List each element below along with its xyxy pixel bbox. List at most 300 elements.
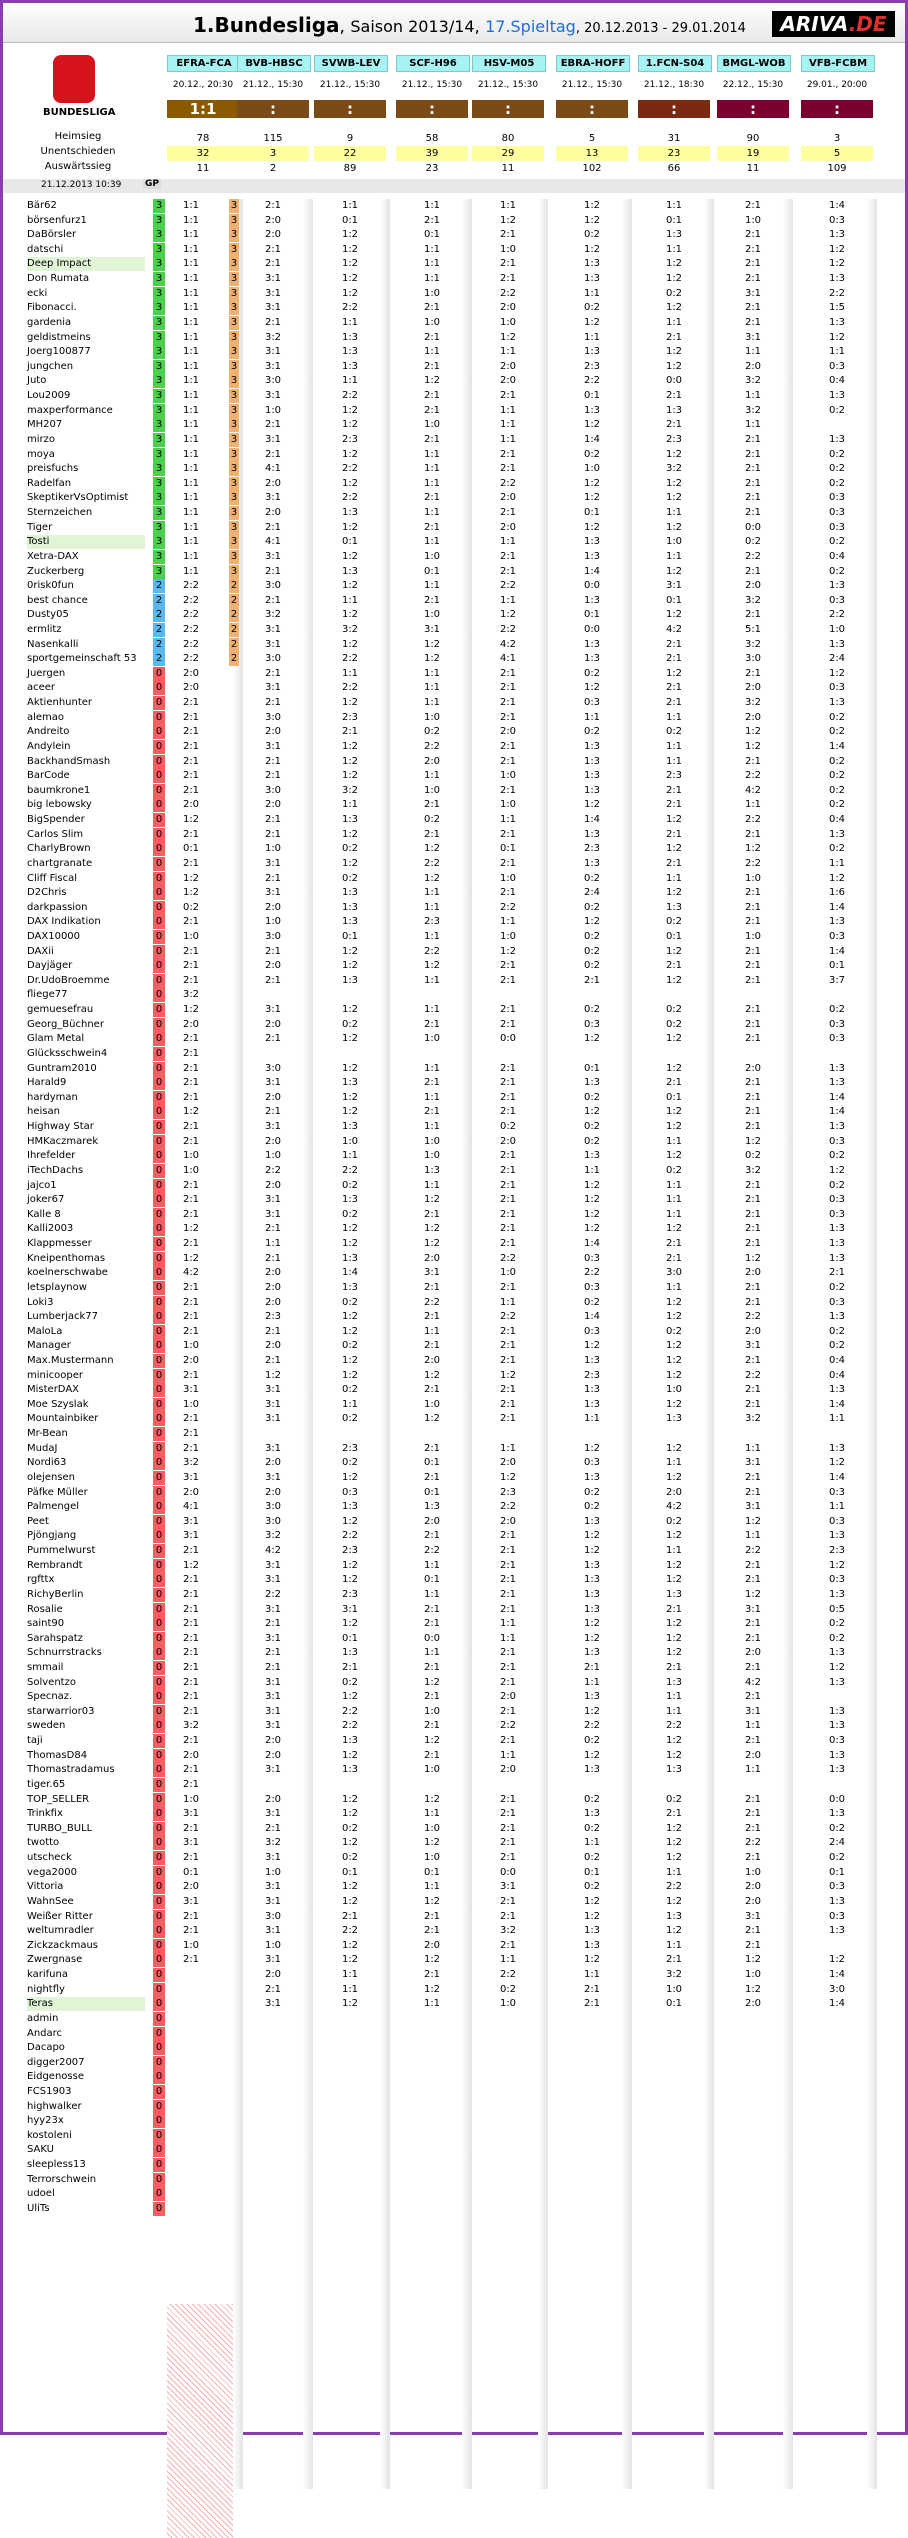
player-name[interactable]: Teras — [27, 1997, 145, 2011]
tip-cell: 0:2 — [828, 477, 846, 489]
match-pair[interactable]: EFRA-FCA — [167, 55, 241, 72]
tip-cell: 1:2 — [341, 1106, 359, 1118]
tip-cell: 2:1 — [665, 1603, 683, 1615]
tip-cell: 1:0 — [423, 784, 441, 796]
tip-cell: 1:3 — [828, 1895, 846, 1907]
season-label: Saison 2013/14, — [350, 17, 480, 36]
player-name[interactable]: Don Rumata — [27, 273, 90, 285]
player-name[interactable]: Dusty05 — [27, 609, 69, 621]
gp-value: 0 — [153, 974, 165, 988]
tip-cell: 2:1 — [744, 828, 762, 840]
player-name[interactable]: minicooper — [27, 1369, 83, 1381]
tip-cell: 0:2 — [665, 1004, 683, 1016]
player-name[interactable]: börsenfurz1 — [27, 214, 87, 226]
player-name[interactable]: Peet — [27, 1515, 49, 1527]
player-name[interactable]: Andylein — [27, 740, 71, 752]
player-name[interactable]: fliege77 — [27, 989, 68, 1001]
tip-cell: 2:1 — [744, 1018, 762, 1030]
matchday-link[interactable]: 17.Spieltag — [485, 17, 576, 36]
player-name[interactable]: D2Chris — [27, 887, 67, 899]
tip-cell: 2:1 — [264, 755, 282, 767]
tip-cell: 0:2 — [828, 536, 846, 548]
draw-count: 13 — [556, 146, 628, 161]
gp-value: 0 — [153, 2173, 165, 2187]
tip-cell: 2:1 — [499, 1852, 517, 1864]
player-name[interactable]: tiger.65 — [27, 1778, 66, 1790]
tip-cell: 1:1 — [499, 916, 517, 928]
player-name[interactable]: Dr.UdoBroemme — [27, 974, 110, 986]
player-name[interactable]: Tiger — [27, 521, 53, 533]
player-name[interactable]: SkeptikerVsOptimist — [27, 492, 129, 504]
player-name[interactable]: Rosalie — [27, 1603, 63, 1615]
tip-cell: 1:2 — [341, 1881, 359, 1893]
tip-cell: 2:1 — [423, 1969, 441, 1981]
tip-cell: 1:3 — [583, 258, 601, 270]
player-name[interactable]: Harald9 — [27, 1077, 67, 1089]
tip-cell: 0:2 — [583, 945, 601, 957]
player-name[interactable]: gardenia — [27, 316, 72, 328]
player-name[interactable]: moya — [27, 448, 55, 460]
tip-cell: 0:3 — [583, 1457, 601, 1469]
tip-cell: 2:0 — [499, 1457, 517, 1469]
brand-ariva: ARIVA — [780, 12, 849, 36]
tip-cell: 3:2 — [264, 1530, 282, 1542]
player-name[interactable]: Eidgenosse — [27, 2071, 84, 2083]
player-name[interactable]: Schnurrstracks — [27, 1647, 102, 1659]
tip-first: 2:1 — [182, 1822, 200, 1834]
tip-cell: 2:0 — [744, 1647, 762, 1659]
tip-cell: 2:1 — [499, 1018, 517, 1030]
player-name[interactable]: BigSpender — [27, 814, 85, 826]
tip-first: 1:0 — [182, 1340, 200, 1352]
tip-cell: 4:2 — [665, 1501, 683, 1513]
player-name[interactable]: Mountainbiker — [27, 1413, 99, 1425]
player-name[interactable]: koelnerschwabe — [27, 1267, 108, 1279]
match-pair[interactable]: VFB-FCBM — [801, 55, 875, 72]
tip-cell: 2:1 — [264, 945, 282, 957]
player-name[interactable]: gemuesefrau — [27, 1004, 94, 1016]
tip-cell: 1:2 — [341, 1091, 359, 1103]
tip-cell: 2:0 — [744, 360, 762, 372]
match-pair[interactable]: BMGL-WOB — [717, 55, 791, 72]
player-name[interactable]: weltumradler — [27, 1925, 94, 1937]
points-value: 3 — [230, 536, 238, 548]
tip-cell: 3:1 — [665, 580, 683, 592]
player-name[interactable]: baumkrone1 — [27, 784, 91, 796]
tip-cell: 1:2 — [665, 1837, 683, 1849]
player-name[interactable]: mirzo — [27, 433, 55, 445]
player-name[interactable]: DAX10000 — [27, 931, 81, 942]
match-pair[interactable]: 1.FCN-S04 — [638, 55, 712, 72]
tip-cell: 1:0 — [744, 214, 762, 226]
player-name[interactable]: Lou2009 — [27, 390, 71, 402]
gp-value: 0 — [153, 1617, 165, 1631]
tip-cell: 3:1 — [264, 1764, 282, 1776]
player-name[interactable]: Klappmesser — [27, 1238, 92, 1250]
tip-cell: 1:2 — [665, 1632, 683, 1644]
player-name[interactable]: BackhandSmash — [27, 755, 111, 767]
gp-value: 3 — [153, 243, 165, 257]
tip-cell: 2:1 — [744, 1208, 762, 1220]
player-name[interactable]: Zickzackmaus — [27, 1939, 99, 1951]
tip-cell: 2:0 — [264, 1018, 282, 1030]
tip-first: 2:0 — [182, 1354, 200, 1366]
player-name[interactable]: Päfke Müller — [27, 1486, 88, 1498]
tip-cell: 1:2 — [341, 273, 359, 285]
tip-cell: 3:1 — [264, 1559, 282, 1571]
player-name[interactable]: Sarahspatz — [27, 1632, 83, 1644]
player-name[interactable]: Nordi63 — [27, 1457, 67, 1469]
player-name[interactable]: Carlos Slim — [27, 828, 84, 840]
tip-cell: 1:2 — [665, 1559, 683, 1571]
player-name[interactable]: SAKU — [27, 2144, 54, 2156]
player-name[interactable]: Tosti — [27, 535, 145, 549]
player-name[interactable]: WahnSee — [27, 1895, 74, 1907]
tip-first: 2:1 — [182, 1662, 200, 1673]
player-name[interactable]: Manager — [27, 1340, 71, 1352]
tip-cell: 2:3 — [583, 1369, 601, 1381]
player-name[interactable]: Kalli2003 — [27, 1223, 74, 1235]
tip-first: 2:1 — [182, 1238, 200, 1250]
tip-cell: 3:2 — [499, 1925, 517, 1937]
player-name[interactable]: 0risk0fun — [27, 580, 74, 592]
points-value: 3 — [230, 477, 238, 489]
player-name[interactable]: Fibonacci. — [27, 302, 77, 314]
gp-value: 0 — [153, 1120, 165, 1134]
tip-cell: 0:3 — [583, 697, 601, 709]
tip-first: 1:1 — [182, 463, 200, 475]
player-name[interactable]: preisfuchs — [27, 463, 79, 475]
player-name[interactable]: Andarc — [27, 2027, 63, 2039]
tip-cell: 0:2 — [341, 1384, 359, 1396]
tip-cell: 1:2 — [665, 1398, 683, 1410]
tip-cell: 1:0 — [423, 1852, 441, 1864]
gp-value: 2 — [153, 579, 165, 593]
player-name[interactable]: MisterDAX — [27, 1384, 80, 1396]
player-name[interactable]: olejensen — [27, 1471, 76, 1483]
tip-cell: 1:2 — [341, 229, 359, 241]
tip-cell: 2:0 — [264, 1281, 282, 1293]
player-name[interactable]: Deep Impact — [27, 257, 145, 271]
points-value: 3 — [230, 200, 238, 211]
player-name[interactable]: Specnaz. — [27, 1691, 73, 1703]
player-name[interactable]: geldistmeins — [27, 331, 91, 343]
player-name[interactable]: Weißer Ritter — [27, 1910, 93, 1922]
player-name[interactable]: Bär62 — [27, 200, 57, 211]
tip-cell: 2:1 — [423, 331, 441, 343]
player-name[interactable]: iTechDachs — [27, 1164, 84, 1176]
player-name[interactable]: jajco1 — [27, 1179, 57, 1191]
tip-cell: 1:3 — [828, 828, 846, 840]
tip-cell: 0:4 — [828, 1369, 846, 1381]
tip-cell: 0:2 — [583, 960, 601, 972]
player-name[interactable]: big lebowsky — [27, 799, 92, 811]
player-name[interactable]: udoel — [27, 2188, 55, 2200]
player-name[interactable]: chartgranate — [27, 857, 93, 869]
tip-cell: 3:0 — [665, 1267, 683, 1279]
player-name[interactable]: maxperformance — [27, 404, 113, 416]
points-value: 3 — [230, 404, 238, 416]
home-count: 90 — [746, 133, 760, 144]
tip-cell: 1:2 — [665, 1530, 683, 1542]
tip-cell: 1:2 — [423, 1793, 441, 1805]
tip-cell: 1:2 — [665, 1121, 683, 1133]
tip-cell: 2:2 — [499, 1969, 517, 1981]
player-name[interactable]: Ihrefelder — [27, 1150, 76, 1162]
player-name[interactable]: Xetra-DAX — [27, 550, 79, 562]
player-name[interactable]: Moe Szyslak — [27, 1398, 89, 1410]
player-name[interactable]: vega2000 — [27, 1866, 77, 1878]
player-name[interactable]: HMKaczmarek — [27, 1135, 99, 1147]
points-value: 3 — [230, 390, 238, 402]
player-name[interactable]: Juto — [27, 375, 47, 387]
tip-cell: 2:1 — [499, 1545, 517, 1557]
player-name[interactable]: smmail — [27, 1662, 64, 1673]
player-name[interactable]: CharlyBrown — [27, 843, 91, 855]
tip-cell: 2:1 — [423, 404, 441, 416]
player-name[interactable]: Palmengel — [27, 1501, 79, 1513]
player-name[interactable]: RichyBerlin — [27, 1588, 84, 1600]
home-count: 3 — [833, 133, 841, 144]
player-name[interactable]: karifuna — [27, 1969, 68, 1981]
tip-cell: 1:5 — [828, 302, 846, 314]
tip-cell: 1:2 — [583, 316, 601, 328]
player-name[interactable]: DAX Indikation — [27, 916, 101, 928]
player-name[interactable]: hardyman — [27, 1091, 78, 1103]
tip-first: 2:1 — [182, 1281, 200, 1293]
player-name[interactable]: hyy23x — [27, 2115, 64, 2127]
tip-first: 2:1 — [182, 1311, 200, 1323]
tip-cell: 0:2 — [583, 302, 601, 314]
match-pair[interactable]: EBRA-HOFF — [556, 55, 630, 72]
tip-cell: 2:2 — [499, 1720, 517, 1732]
tip-cell: 0:3 — [583, 1325, 601, 1337]
player-name[interactable]: Aktienhunter — [27, 697, 93, 709]
tip-cell: 2:1 — [499, 1676, 517, 1688]
player-name[interactable]: ermlitz — [27, 623, 62, 635]
player-name[interactable]: ThomasD84 — [27, 1749, 88, 1761]
player-name[interactable]: Pjöngjang — [27, 1530, 77, 1542]
tip-cell: 3:2 — [744, 1413, 762, 1425]
player-name[interactable]: Vittoria — [27, 1881, 64, 1893]
tip-cell: 0:0 — [828, 1793, 846, 1805]
match-result: : — [237, 100, 309, 118]
player-name[interactable]: Joerg100877 — [27, 346, 91, 358]
player-name[interactable]: highwalker — [27, 2100, 82, 2112]
tip-cell: 2:1 — [665, 784, 683, 796]
tip-first: 2:1 — [182, 974, 200, 986]
player-name[interactable]: DaBörsler — [27, 229, 77, 241]
player-name[interactable]: Zuckerberg — [27, 565, 85, 577]
gp-value: 3 — [153, 521, 165, 535]
match-pair[interactable]: BVB-HBSC — [237, 55, 311, 72]
tip-cell: 0:1 — [583, 507, 601, 519]
player-name[interactable]: MH207 — [27, 419, 63, 431]
tip-first: 2:2 — [182, 580, 200, 592]
tip-cell: 1:1 — [499, 1749, 517, 1761]
gp-value: 0 — [153, 1793, 165, 1807]
tip-cell: 1:2 — [341, 740, 359, 752]
tip-cell: 0:3 — [583, 1018, 601, 1030]
tip-cell: 2:1 — [264, 1325, 282, 1337]
player-name[interactable]: sleepless13 — [27, 2159, 86, 2171]
player-name[interactable]: FCS1903 — [27, 2085, 72, 2097]
tip-cell: 2:1 — [423, 1749, 441, 1761]
player-name[interactable]: starwarrior03 — [27, 1705, 95, 1717]
match-pair[interactable]: SCF-H96 — [396, 55, 470, 72]
tip-first: 1:1 — [182, 243, 200, 255]
player-name[interactable]: Sternzeichen — [27, 507, 93, 519]
tip-cell: 1:3 — [828, 1077, 846, 1089]
player-name[interactable]: Loki3 — [27, 1296, 54, 1308]
tip-cell: 2:0 — [423, 1354, 441, 1366]
gp-value: 0 — [153, 1822, 165, 1836]
points-value: 3 — [230, 492, 238, 504]
tip-cell: 2:1 — [423, 433, 441, 445]
player-name[interactable]: Cliff Fiscal — [27, 872, 78, 884]
tip-cell: 0:2 — [665, 287, 683, 299]
tip-cell: 3:1 — [264, 857, 282, 869]
tip-cell: 1:4 — [828, 1091, 846, 1103]
tip-cell: 1:1 — [499, 1442, 517, 1454]
tip-cell: 3:1 — [744, 1340, 762, 1352]
tip-cell: 0:2 — [828, 1852, 846, 1864]
player-name[interactable]: MaloLa — [27, 1325, 63, 1337]
player-name[interactable]: kostoleni — [27, 2129, 72, 2141]
ariva-logo[interactable] — [772, 11, 895, 37]
column-shade — [867, 199, 877, 2489]
stat-label: Auswärtssieg — [44, 161, 112, 172]
player-name[interactable]: DAXii — [27, 945, 54, 957]
away-count: 11 — [746, 163, 760, 174]
bundesliga-logo-icon — [53, 55, 95, 103]
tip-cell: 2:0 — [264, 1969, 282, 1981]
player-name[interactable]: heisan — [27, 1106, 60, 1118]
tip-first: 2:1 — [182, 1647, 200, 1659]
tip-cell: 1:3 — [665, 1910, 683, 1922]
player-name[interactable]: Georg_Büchner — [27, 1018, 104, 1030]
player-name[interactable]: ecki — [27, 287, 48, 299]
tip-cell: 3:1 — [744, 331, 762, 343]
player-name[interactable]: Andreito — [27, 726, 70, 738]
player-name[interactable]: Mr-Bean — [27, 1428, 68, 1440]
player-name[interactable]: TOP_SELLER — [27, 1793, 90, 1805]
player-name[interactable]: Zwergnase — [27, 1954, 83, 1966]
tip-cell: 1:2 — [665, 1369, 683, 1381]
tip-first: 1:1 — [182, 419, 200, 431]
tip-cell: 1:1 — [744, 346, 762, 358]
tip-cell: 3:1 — [264, 1004, 282, 1016]
match-pair[interactable]: SVWB-LEV — [314, 55, 388, 72]
player-name[interactable]: Rembrandt — [27, 1559, 83, 1571]
player-name[interactable]: Dayjäger — [27, 960, 73, 972]
player-name[interactable]: TURBO_BULL — [27, 1822, 93, 1834]
tip-cell: 2:1 — [744, 1238, 762, 1250]
player-name[interactable]: sportgemeinschaft 53 — [27, 653, 137, 665]
tip-cell: 4:2 — [264, 1545, 282, 1557]
tip-cell: 1:0 — [744, 872, 762, 884]
player-name[interactable]: MudaJ — [27, 1442, 58, 1454]
player-name[interactable]: letsplaynow — [27, 1281, 87, 1293]
player-name[interactable]: Max.Mustermann — [27, 1354, 114, 1366]
tip-cell: 1:2 — [341, 1238, 359, 1250]
player-name[interactable]: Glam Metal — [27, 1033, 85, 1045]
tip-first: 2:1 — [182, 1545, 200, 1557]
player-name[interactable]: Kalle 8 — [27, 1208, 61, 1220]
tip-cell: 3:1 — [264, 1676, 282, 1688]
player-name[interactable]: best chance — [27, 594, 88, 606]
tip-first: 3:2 — [182, 1457, 200, 1469]
match-result: : — [801, 100, 873, 118]
player-name[interactable]: Juergen — [27, 667, 66, 679]
player-name[interactable]: Dacapo — [27, 2042, 65, 2054]
player-name[interactable]: Thomastradamus — [27, 1764, 115, 1776]
match-pair[interactable]: HSV-M05 — [472, 55, 546, 72]
tip-cell: 2:0 — [264, 726, 282, 738]
player-name[interactable]: rgfttx — [27, 1574, 55, 1586]
player-name[interactable]: digger2007 — [27, 2056, 85, 2068]
tip-cell: 3:0 — [264, 375, 282, 387]
player-name[interactable]: darkpassion — [27, 901, 88, 913]
player-name[interactable]: Nasenkalli — [27, 638, 79, 650]
player-name[interactable]: twotto — [27, 1837, 60, 1849]
player-name[interactable]: utscheck — [27, 1852, 72, 1864]
tip-cell: 2:1 — [423, 302, 441, 314]
tip-cell: 2:1 — [499, 1384, 517, 1396]
tip-cell: 1:3 — [583, 1939, 601, 1951]
tip-cell: 1:0 — [264, 404, 282, 416]
player-name[interactable]: aceer — [27, 682, 56, 694]
tip-cell: 1:1 — [665, 1866, 683, 1878]
player-name[interactable]: Pummelwurst — [27, 1545, 96, 1557]
player-name[interactable]: admin — [27, 2012, 59, 2024]
player-name[interactable]: Guntram2010 — [27, 1062, 97, 1074]
tip-cell: 2:2 — [583, 375, 601, 387]
player-name[interactable]: nightfly — [27, 1983, 65, 1995]
player-name[interactable]: sweden — [27, 1720, 66, 1732]
player-name[interactable]: BarCode — [27, 770, 70, 782]
player-name[interactable]: Terrorschwein — [27, 2173, 97, 2185]
player-name[interactable]: Radelfan — [27, 477, 72, 489]
tip-cell: 1:2 — [583, 1442, 601, 1454]
player-name[interactable]: datschi — [27, 243, 64, 255]
tip-cell: 1:0 — [423, 711, 441, 723]
points-value: 3 — [230, 302, 238, 314]
player-name[interactable]: jungchen — [27, 360, 74, 372]
tip-cell: 2:1 — [264, 1822, 282, 1834]
tip-first: 2:1 — [182, 770, 200, 782]
player-name[interactable]: alemao — [27, 711, 65, 723]
tip-cell: 1:1 — [583, 331, 601, 343]
player-name[interactable]: Trinkfix — [27, 1808, 63, 1820]
player-name[interactable]: joker67 — [27, 1194, 65, 1206]
tip-cell: 0:2 — [499, 1121, 517, 1133]
tip-cell: 0:3 — [828, 1194, 846, 1206]
player-name[interactable]: Solventzo — [27, 1676, 76, 1688]
tip-cell: 3:1 — [264, 302, 282, 314]
player-name[interactable]: saint90 — [27, 1618, 65, 1630]
player-name[interactable]: Kneipenthomas — [27, 1252, 106, 1264]
player-name[interactable]: Glücksschwein4 — [27, 1047, 108, 1059]
tip-first: 1:1 — [182, 536, 200, 548]
player-name[interactable]: Highway Star — [27, 1121, 94, 1133]
player-name[interactable]: UliTs — [27, 2202, 50, 2214]
player-name[interactable]: taji — [27, 1735, 43, 1747]
tip-cell: 2:0 — [499, 302, 517, 314]
tip-cell: 2:1 — [583, 1998, 601, 2010]
player-name[interactable]: Lumberjack77 — [27, 1311, 99, 1323]
tip-cell: 2:1 — [499, 887, 517, 899]
